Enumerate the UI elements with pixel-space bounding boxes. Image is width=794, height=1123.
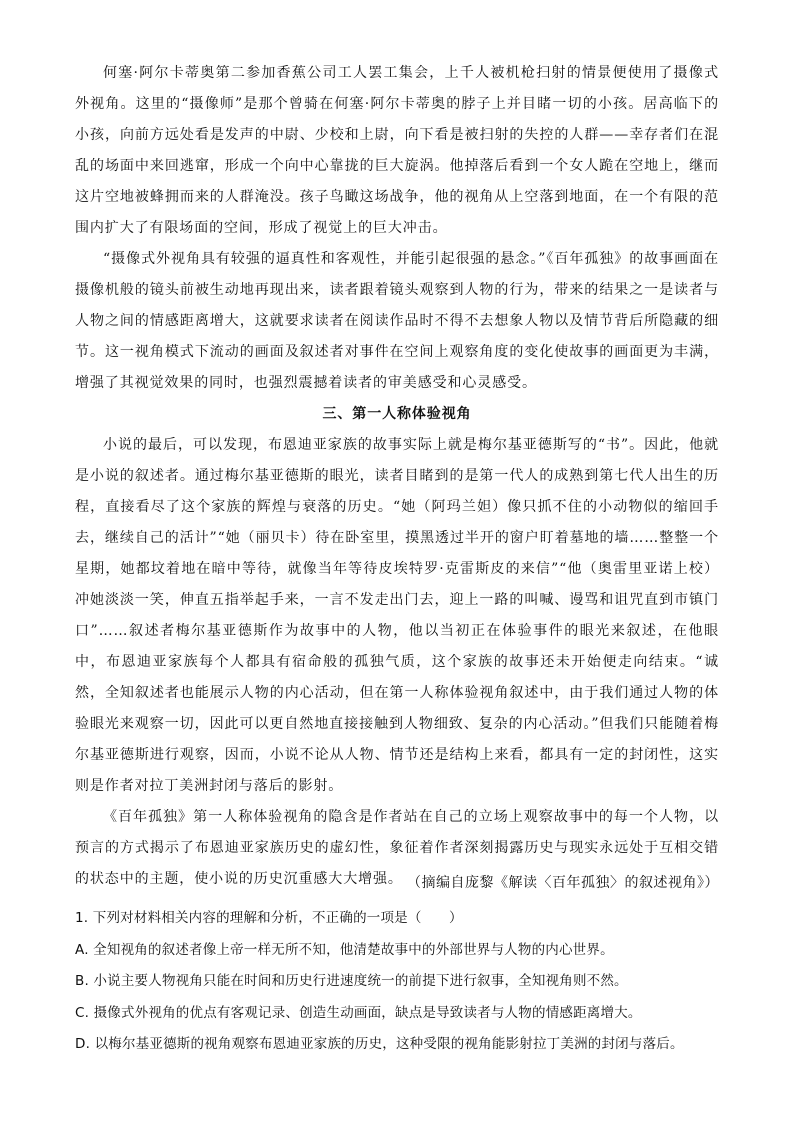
article-body <box>75 58 719 895</box>
option-a[interactable]: A. 全知视角的叙述者像上帝一样无所不知，他清楚故事中的外部世界与人物的内心世界。 <box>75 941 614 958</box>
question-stem: 1. 下列对材料相关内容的理解和分析，不正确的一项是（ ） <box>75 910 463 926</box>
paragraph-first-person: 小说的最后，可以发现，布恩迪亚家族的故事实际上就是梅尔基亚德斯写的“书”。因此，他就是小说的叙述者。通过梅尔基亚德斯的眼光，读者目睹到的是第一代人的成熟到第七代人出生的历程，直接看尽了这个家族的辉煌与衰落的历史。“她（阿玛兰妲）像只抓不住的小动物似的缩回手去，继续自己的活计”“她（丽贝卡）待在卧室里，摸黑透过半开的窗户盯着墓地的墙……整整一个星期，她都坟着地在暗中等待，就像当年等待皮埃特罗·克雷斯皮的来信”“他（奥雷里亚诺上校）冲她淡淡一笑，伸直五指举起手来，一言不发走出门去，迎上一路的叫喊、谩骂和诅咒直到市镇门口”……叙述者梅尔基亚德斯作为故事中的人物，他以当初正在体验事件的眼光来叙述，在他眼中，布恩迪亚家族每个人都具有宿命般的孤独气质，这个家族的故事还未开始便走向结束。“诚然，全知叙述者也能展示人物的内心活动，但在第一人称体验视角叙述中，由于我们通过人物的体验眼光来观察一切，因此可以更自然地直接接触到人物细致、复杂的内心活动。”但我们只能随着梅尔基亚德斯进行观察，因而，小说不论从人物、情节还是结构上来看，都具有一定的封闭性，这实则是作者对拉丁美洲封闭与落后的影射。 <box>75 437 719 794</box>
paragraph-camera-scene: 何塞·阿尔卡蒂奥第二参加香蕉公司工人罢工集会，上千人被机枪扫射的情景便使用了摄像式外视角。这里的“摄像师”是那个曾骑在何塞·阿尔卡蒂奥的脖子上并目睹一切的小孩。居高临下的小孩，向前方远处看是发声的中尉、少校和上尉，向下看是被扫射的失控的人群——幸存者们在混乱的场面中来回逃窜，形成一个向中心靠拢的巨大旋涡。他掉落后看到一个女人跪在空地上，继而这片空地被蜂拥而来的人群淹没。孩子鸟瞰这场战争，他的视角从上空落到地面，在一个有限的范围内扩大了有限场面的空间，形成了视觉上的巨大冲击。 <box>75 65 719 236</box>
option-b[interactable]: B. 小说主要人物视角只能在时间和历史行进速度统一的前提下进行叙事，全知视角则不然。 <box>75 973 628 989</box>
section-heading: 三、第一人称体验视角 <box>322 406 472 422</box>
option-c[interactable]: C. 摄像式外视角的优点有客观记录、创造生动画面，缺点是导致读者与人物的情感距离增大。 <box>75 1004 642 1021</box>
paragraph-camera-effect: “摄像式外视角具有较强的逼真性和客观性，并能引起很强的悬念。”《百年孤独》的故事画面在摄像机般的镜头前被生动地再现出来，读者跟着镜头观察到人物的行为，带来的结果之一是读者与人物之间的情感距离增大，这就要求读者在阅读作品时不得不去想象人物以及情节背后所隐藏的细节。这一视角模式下流动的画面及叙述者对事件在空间上观察角度的变化使故事的画面更为丰满，增强了其视觉效果的同时，也强烈震撼着读者的审美感受和心灵感受。 <box>75 251 719 391</box>
question-block <box>75 903 735 1061</box>
paragraph-conclusion: 《百年孤独》第一人称体验视角的隐含是作者站在自己的立场上观察故事中的每一个人物，以预言的方式揭示了布恩迪亚家族历史的虚幻性，象征着作者深刻揭露历史与现实永远处于互相交错的状态中的主题，使小说的历史沉重感大大增强。 <box>75 809 719 887</box>
source-citation: （摘编自庞黎《解读〈百年孤独〉的叙述视角》） <box>407 875 719 891</box>
option-d[interactable]: D. 以梅尔基亚德斯的视角观察布恩迪亚家族的历史，这种受限的视角能影射拉丁美洲的封闭与落后。 <box>75 1036 684 1052</box>
